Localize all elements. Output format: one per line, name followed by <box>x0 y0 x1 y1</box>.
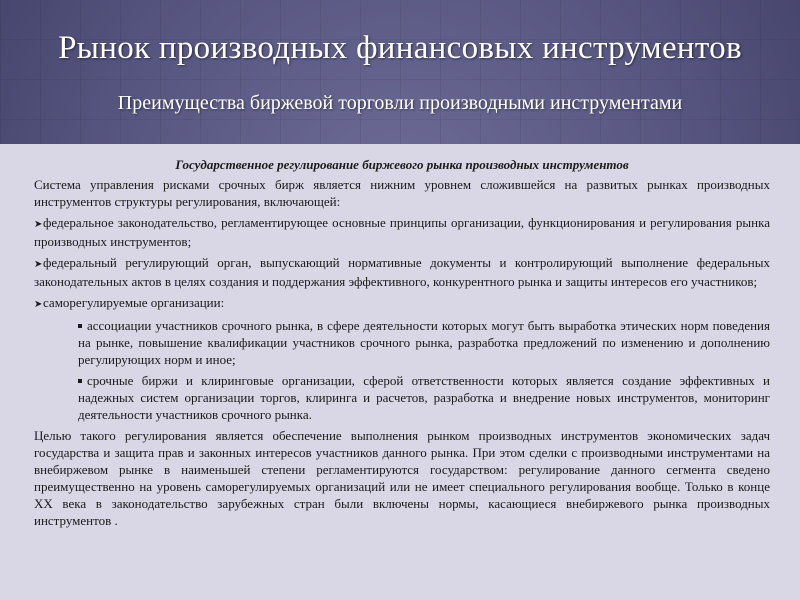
square-bullet-icon <box>78 379 82 383</box>
content-body <box>34 156 770 533</box>
intro-paragraph: Система управления рисками срочных бирж является нижним уровнем сложившейся на развитых рынках производных инструментов структуры регулирования, включающей: <box>34 177 770 209</box>
sub-bullet-text: срочные биржи и клиринговые организации, сферой ответственности которых является создание эффективных и надежных систем организации торгов, клиринга и расчетов, разработка и внедрение новых инструментов, мониторинг деятельности участников срочного рынка. <box>78 373 770 422</box>
slide-subtitle: Преимущества биржевой торговли производными инструментами <box>117 92 683 114</box>
sub-bullet-item <box>78 372 770 423</box>
sub-bullet-text: ассоциации участников срочного рынка, в сфере деятельности которых могут быть выработка этических норм поведения на рынке, повышение квалификации участников срочного рынка, разработка предложений по изменению и дополнению регулирующих норм и иное; <box>78 318 770 367</box>
square-bullet-icon <box>78 324 82 328</box>
bullet-text: федеральное законодательство, регламентирующее основные принципы организации, функционирования и регулирования рынка производных инструментов; <box>34 215 770 249</box>
bullet-item <box>34 294 770 313</box>
bullet-text: федеральный регулирующий орган, выпускающий нормативные документы и контролирующий выполнение федеральных законодательных актов в целях создания и поддержания эффективного, конкурентного рынка и защиты интересов его участников; <box>34 255 770 289</box>
section-heading: Государственное регулирование биржевого рынка производных инструментов <box>175 157 629 172</box>
arrow-right-icon: ➤ <box>34 219 43 230</box>
bullet-text: саморегулируемые организации: <box>43 295 225 310</box>
arrow-right-icon: ➤ <box>34 259 43 270</box>
conclusion-paragraph: Целью такого регулирования является обеспечение выполнения рынком производных инструментов экономических задач государства и защита прав и законных интересов участников данного рынка. При этом сделки с производными инструментами на внебиржевом рынке в наименьшей степени регламентируются государством: регулирование данного сегмента сведено преимущественно на уровень саморегулируемых организаций или не имеет специального регулирования вообще. Только в конце XX века в законодательство зарубежных стран были включены нормы, касающиеся внебиржевого рынка производных инструментов . <box>34 428 770 528</box>
arrow-right-icon: ➤ <box>34 299 43 310</box>
bullet-item <box>34 214 770 250</box>
slide-title: Рынок производных финансовых инструментов <box>58 30 742 66</box>
sub-bullet-item <box>78 317 770 368</box>
bullet-item <box>34 254 770 290</box>
